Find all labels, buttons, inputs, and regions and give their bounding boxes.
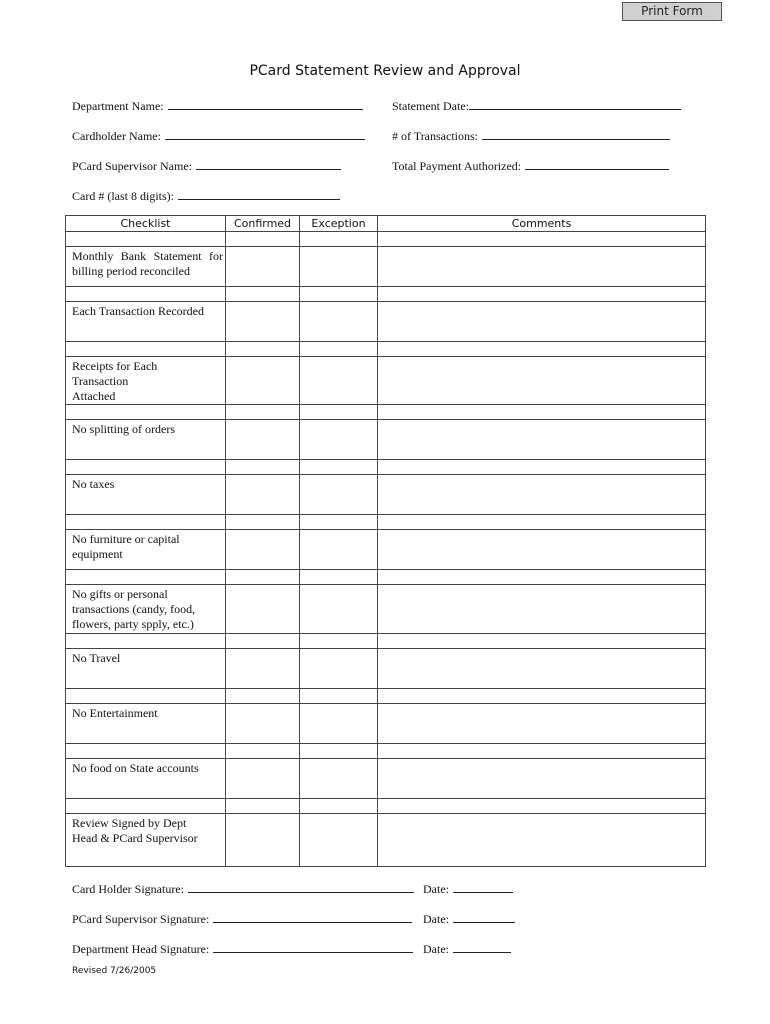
spacer-cell [378,570,706,585]
column-header-confirmed: Confirmed [226,216,300,232]
column-header-comments: Comments [378,216,706,232]
comments-cell[interactable] [378,585,706,634]
checklist-item-label: No gifts or personal transactions (candy, food, flowers, party spply, etc.) [66,585,226,634]
table-header-row [66,216,706,232]
confirmed-cell[interactable] [226,649,300,689]
table-row [66,704,706,744]
confirmed-cell[interactable] [226,814,300,867]
comments-cell[interactable] [378,357,706,405]
comments-cell[interactable] [378,475,706,515]
supervisor-signature-label: PCard Supervisor Signature: [72,912,210,926]
card-holder-signature-input[interactable] [188,879,414,893]
statement-date-input[interactable] [469,96,681,110]
comments-cell[interactable] [378,302,706,342]
spacer-row [66,232,706,247]
spacer-row [66,460,706,475]
supervisor-name-input[interactable] [196,156,341,170]
cardholder-name-input[interactable] [165,126,365,140]
department-name-input[interactable] [168,96,363,110]
spacer-cell [226,287,300,302]
card-holder-date-field [423,879,513,897]
spacer-cell [226,689,300,704]
spacer-cell [226,515,300,530]
confirmed-cell[interactable] [226,302,300,342]
comments-cell[interactable] [378,759,706,799]
spacer-cell [300,570,378,585]
revised-note: Revised 7/26/2005 [72,966,157,976]
table-row [66,357,706,405]
card-number-field [72,186,340,204]
spacer-cell [66,689,226,704]
page-title: PCard Statement Review and Approval [249,63,521,79]
card-number-label: Card # (last 8 digits): [72,189,174,203]
confirmed-cell[interactable] [226,420,300,460]
dept-head-signature-label: Department Head Signature: [72,942,210,956]
num-transactions-input[interactable] [482,126,670,140]
supervisor-date-label: Date: [423,912,449,926]
print-form-button[interactable]: Print Form [622,2,722,21]
checklist-item-label: Monthly Bank Statement for billing period reconciled [66,247,226,287]
spacer-cell [66,799,226,814]
spacer-row [66,799,706,814]
table-row [66,475,706,515]
spacer-cell [378,744,706,759]
spacer-cell [66,515,226,530]
spacer-row [66,405,706,420]
spacer-cell [300,515,378,530]
exception-cell[interactable] [300,814,378,867]
card-number-input[interactable] [178,186,340,200]
checklist-item-label: No taxes [66,475,226,515]
checklist-item-label: Receipts for Each Transaction Attached [66,357,226,405]
card-holder-signature-label: Card Holder Signature: [72,882,184,896]
spacer-cell [378,515,706,530]
spacer-cell [226,634,300,649]
spacer-cell [300,287,378,302]
spacer-cell [66,634,226,649]
supervisor-signature-input[interactable] [213,909,412,923]
total-payment-label: Total Payment Authorized: [392,159,522,173]
confirmed-cell[interactable] [226,759,300,799]
table-row [66,759,706,799]
spacer-cell [66,460,226,475]
supervisor-date-input[interactable] [453,909,515,923]
card-holder-date-label: Date: [423,882,449,896]
dept-head-date-field [423,939,511,957]
spacer-cell [378,232,706,247]
card-holder-date-input[interactable] [453,879,513,893]
checklist-item-label: No furniture or capital equipment [66,530,226,570]
dept-head-date-input[interactable] [453,939,511,953]
department-name-label: Department Name: [72,99,164,113]
confirmed-cell[interactable] [226,704,300,744]
comments-cell[interactable] [378,814,706,867]
confirmed-cell[interactable] [226,475,300,515]
exception-cell[interactable] [300,302,378,342]
table-row [66,420,706,460]
table-row [66,530,706,570]
spacer-cell [378,287,706,302]
spacer-cell [226,799,300,814]
table-row [66,585,706,634]
total-payment-input[interactable] [525,156,669,170]
column-header-checklist: Checklist [66,216,226,232]
spacer-cell [226,460,300,475]
supervisor-date-field [423,909,515,927]
table-row [66,302,706,342]
spacer-cell [300,799,378,814]
spacer-cell [300,342,378,357]
column-header-exception: Exception [300,216,378,232]
spacer-cell [378,460,706,475]
exception-cell[interactable] [300,530,378,570]
comments-cell[interactable] [378,704,706,744]
spacer-cell [66,570,226,585]
comments-cell[interactable] [378,420,706,460]
supervisor-name-label: PCard Supervisor Name: [72,159,192,173]
checklist-item-label: No splitting of orders [66,420,226,460]
spacer-cell [300,232,378,247]
exception-cell[interactable] [300,585,378,634]
spacer-row [66,570,706,585]
checklist-item-label: Review Signed by Dept Head & PCard Supervisor [66,814,226,867]
spacer-row [66,342,706,357]
spacer-cell [66,744,226,759]
spacer-cell [300,689,378,704]
confirmed-cell[interactable] [226,585,300,634]
spacer-cell [378,405,706,420]
table-row [66,649,706,689]
card-holder-signature-field [72,879,414,897]
exception-cell[interactable] [300,759,378,799]
spacer-cell [378,799,706,814]
spacer-row [66,515,706,530]
spacer-cell [378,634,706,649]
checklist-table [65,215,706,867]
checklist-item-label: No Entertainment [66,704,226,744]
dept-head-date-label: Date: [423,942,449,956]
spacer-row [66,744,706,759]
exception-cell[interactable] [300,247,378,287]
spacer-cell [300,634,378,649]
spacer-cell [66,232,226,247]
spacer-cell [226,570,300,585]
table-row [66,247,706,287]
confirmed-cell[interactable] [226,530,300,570]
spacer-cell [66,405,226,420]
dept-head-signature-input[interactable] [213,939,413,953]
supervisor-signature-field [72,909,412,927]
num-transactions-label: # of Transactions: [392,129,479,143]
spacer-cell [226,232,300,247]
checklist-item-label: No food on State accounts [66,759,226,799]
department-name-field [72,96,363,114]
spacer-row [66,634,706,649]
comments-cell[interactable] [378,649,706,689]
spacer-cell [66,342,226,357]
spacer-cell [226,744,300,759]
spacer-cell [226,342,300,357]
cardholder-name-field [72,126,365,144]
exception-cell[interactable] [300,357,378,405]
statement-date-field [392,96,681,114]
exception-cell[interactable] [300,649,378,689]
spacer-cell [300,744,378,759]
total-payment-field [392,156,669,174]
checklist-item-label: Each Transaction Recorded [66,302,226,342]
comments-cell[interactable] [378,247,706,287]
num-transactions-field [392,126,670,144]
comments-cell[interactable] [378,530,706,570]
confirmed-cell[interactable] [226,247,300,287]
exception-cell[interactable] [300,420,378,460]
exception-cell[interactable] [300,704,378,744]
dept-head-signature-field [72,939,413,957]
cardholder-name-label: Cardholder Name: [72,129,161,143]
spacer-cell [226,405,300,420]
checklist-item-label: No Travel [66,649,226,689]
spacer-cell [300,405,378,420]
spacer-row [66,689,706,704]
spacer-cell [300,460,378,475]
spacer-row [66,287,706,302]
confirmed-cell[interactable] [226,357,300,405]
supervisor-name-field [72,156,341,174]
statement-date-label: Statement Date: [392,99,469,113]
spacer-cell [378,689,706,704]
spacer-cell [378,342,706,357]
table-row [66,814,706,867]
spacer-cell [66,287,226,302]
exception-cell[interactable] [300,475,378,515]
